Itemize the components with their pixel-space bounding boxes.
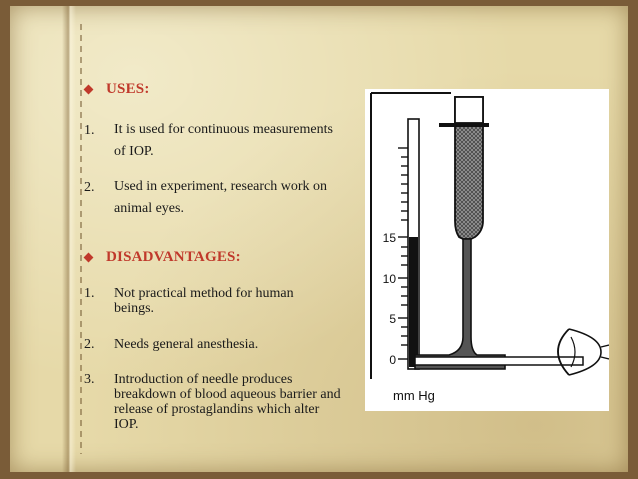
reservoir-air-space [455,97,483,123]
uses-heading-text: USES: [106,81,150,97]
needle-tube [415,357,583,365]
scale-fluid-column [409,237,418,367]
item-text: Introduction of needle produces breakdown of blood aqueous barrier and release of prostaglandins which alter IOP. [114,372,341,432]
disadvantages-heading-text: DISADVANTAGES: [106,249,241,265]
item-number: 1. [84,286,95,301]
item-number: 1. [84,123,95,138]
uses-heading [84,81,150,98]
diamond-bullet-icon [84,83,94,97]
uses-item-1 [84,123,346,163]
scale-label-10: 10 [382,272,396,286]
manometer-diagram [365,89,609,411]
disadvantages-item-3 [84,372,342,432]
manometer-illustration [365,89,609,411]
item-number: 3. [84,372,95,387]
scale-label-15: 15 [382,231,396,245]
unit-label: mm Hg [393,388,435,403]
disadvantages-item-1 [84,286,302,316]
optic-nerve [601,345,609,359]
item-text: Used in experiment, research work on animal eyes. [114,179,328,216]
scale-ticks [398,148,408,359]
eye-cornea [558,329,569,375]
disadvantages-heading [84,249,241,266]
item-text: Needs general anesthesia. [114,337,259,352]
item-text: It is used for continuous measurements of IOP. [114,122,333,159]
scale-label-5: 5 [389,312,396,326]
scale-label-0: 0 [389,353,396,367]
eye-globe [569,329,601,375]
item-number: 2. [84,180,95,195]
item-text: Not practical method for human beings. [114,286,294,316]
disadvantages-item-2 [84,337,346,352]
uses-item-2 [84,180,346,220]
item-number: 2. [84,337,95,352]
connecting-tube [415,239,505,369]
diamond-bullet-icon [84,251,94,265]
